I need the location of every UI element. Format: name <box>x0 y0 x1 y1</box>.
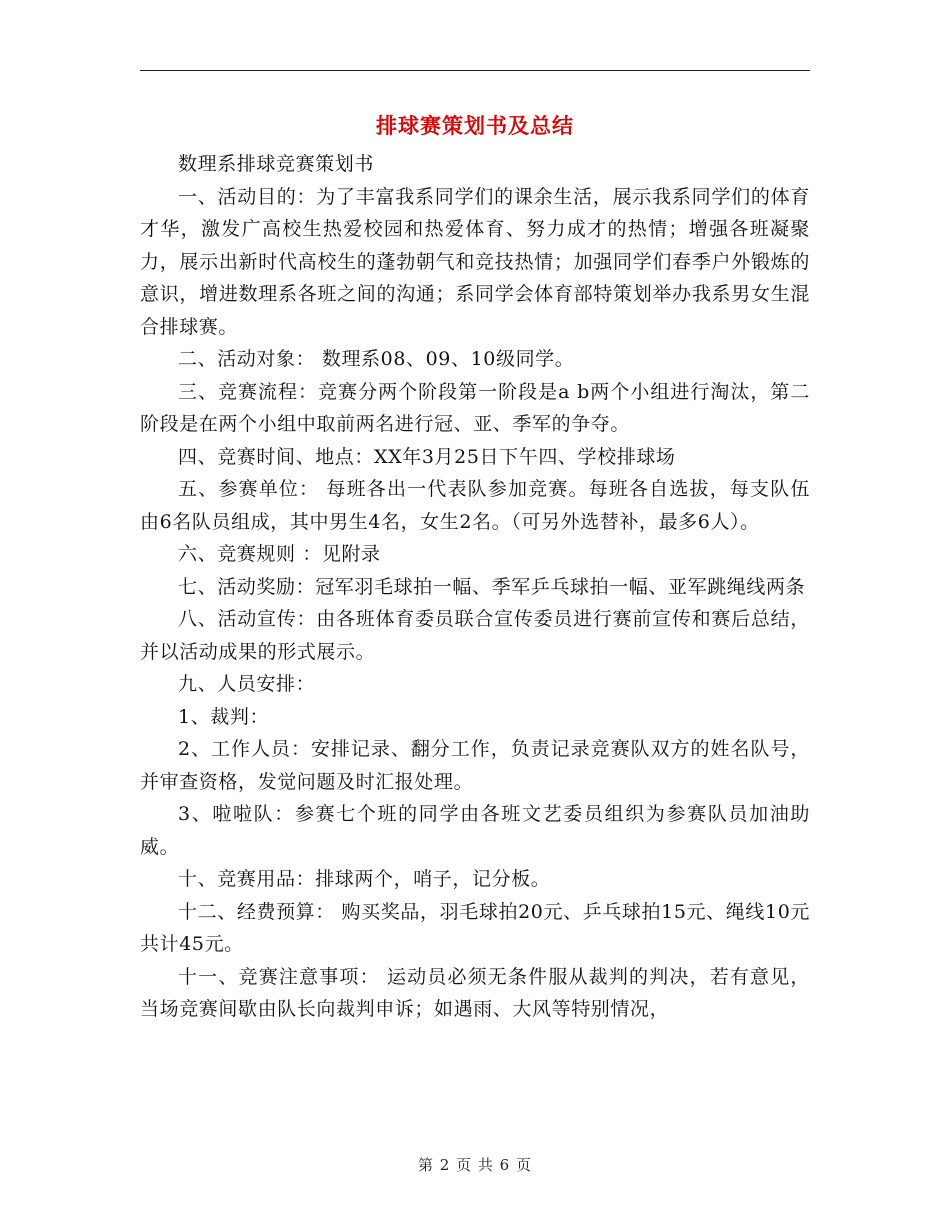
paragraph: 十一、竞赛注意事项： 运动员必须无条件服从裁判的判决，若有意见，当场竞赛间歇由队长向裁判申诉；如遇雨、大风等特别情况， <box>140 965 810 1020</box>
paragraph: 六、竞赛规则 ：见附录 <box>178 543 381 565</box>
document-body <box>140 148 810 1026</box>
paragraph: 九、人员安排： <box>178 673 316 695</box>
paragraph: 1、裁判： <box>178 705 270 728</box>
paragraph: 四、竞赛时间、地点：XX年3月25日下午四、学校排球场 <box>178 445 676 468</box>
paragraph: 五、参赛单位： 每班各出一代表队参加竞赛。每班各自选拔，每支队伍由6名队员组成，其中男生4名，女生2名。（可另外选替补，最多6人）。 <box>140 478 810 533</box>
paragraph: 十、竞赛用品：排球两个，哨子，记分板。 <box>178 868 551 890</box>
paragraph: 3、啦啦队：参赛七个班的同学由各班文艺委员组织为参赛队员加油助威。 <box>140 803 810 858</box>
page-number: 第 2 页 共 6 页 <box>418 1156 532 1174</box>
paragraph: 七、活动奖励：冠军羽毛球拍一幅、季军乒乓球拍一幅、亚军跳绳线两条 <box>178 575 806 598</box>
paragraph: 三、竞赛流程：竞赛分两个阶段第一阶段是a b两个小组进行淘汰，第二阶段是在两个小组中取前两名进行冠、亚、季军的争夺。 <box>140 380 810 435</box>
paragraph: 十二、经费预算： 购买奖品，羽毛球拍20元、乒乓球拍15元、绳线10元共计45元。 <box>140 900 810 955</box>
document-title: 排球赛策划书及总结 <box>376 113 574 138</box>
paragraph: 2、工作人员：安排记录、翻分工作，负责记录竞赛队双方的姓名队号，并审查资格，发觉问题及时汇报处理。 <box>140 738 810 793</box>
paragraph: 二、活动对象： 数理系08、09、10级同学。 <box>178 348 575 370</box>
paragraph: 数理系排球竞赛策划书 <box>178 153 375 175</box>
paragraph: 八、活动宣传：由各班体育委员联合宣传委员进行赛前宣传和赛后总结，并以活动成果的形式展示。 <box>140 608 810 663</box>
header-rule <box>140 70 810 71</box>
paragraph: 一、活动目的：为了丰富我系同学们的课余生活，展示我系同学们的体育才华，激发广高校生热爱校园和热爱体育、努力成才的热情；增强各班凝聚力，展示出新时代高校生的蓬勃朝气和竞技热情；加强同学们春季户外锻炼的意识，增进数理系各班之间的沟通；系同学会体育部特策划举办我系男女生混合排球赛。 <box>140 185 810 338</box>
